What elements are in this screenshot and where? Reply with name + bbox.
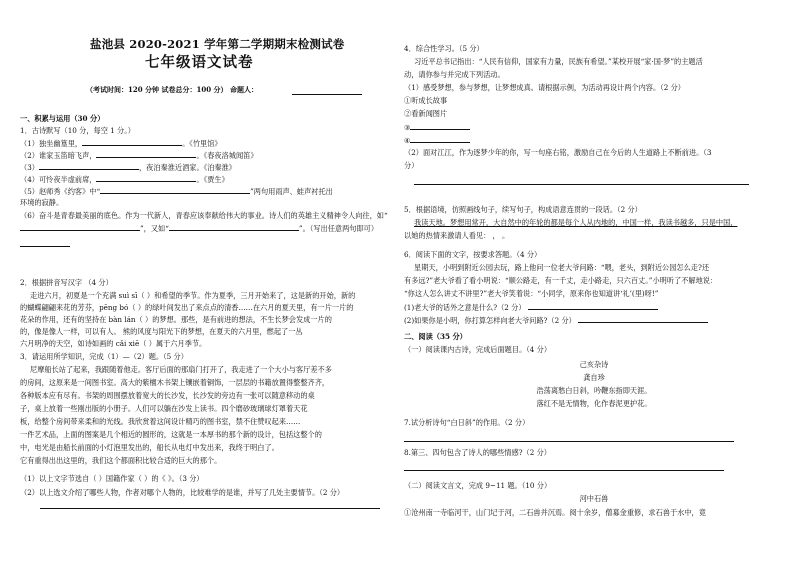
q4-sub-2: （2）面对江江，作为逐梦少年的你，写一句座右铭，激励自己在今后的人生道路上不断前进。（3 bbox=[404, 148, 712, 157]
q6-line-3: “你这人怎么讲丈不讲里?”老大爷笑着说：“小同学，原来你也知道讲‘礼’(里)呀!” bbox=[404, 289, 659, 298]
q4-option-2: ②看新闻图片 bbox=[404, 109, 448, 118]
q1-heading: 1．古诗默写（10 分，每空 1 分。） bbox=[20, 126, 135, 135]
q6-line-2: 有多远?”老大爷看了看小明说：“顺公路走，有一千丈，走小路走，只六百丈。”小明听了不解地说： bbox=[404, 276, 718, 285]
q3-para-7: 中，电光是由船长前面的小灯泡里发出的，船长从电灯中发出来，我终于明白了。 bbox=[20, 443, 279, 452]
q8-answer-line[interactable] bbox=[404, 470, 724, 471]
r1-heading: （一）阅读课内古诗，完成后面题目。（4 分） bbox=[404, 345, 552, 354]
q4-intro-1: 习近平总书记指出：“人民有信仰，国家有力量，民族有希望。”某校开展“家·国·梦”的主题活 bbox=[414, 57, 703, 66]
q3-para-8: 它有重得出出这里的，我们这个都面积比较合适的巨大的那个。 bbox=[20, 456, 222, 465]
q2-line-4: 的，像是像人一样，可以有人。 熊的风度与阳光下的梦想，在夏天的六月里，燃起了一丛 bbox=[20, 327, 303, 336]
section-2-heading: 二、阅读（35 分） bbox=[404, 332, 467, 341]
section-1-heading: 一、积累与运用（30 分） bbox=[20, 114, 105, 123]
q2-line-5: 六月明净的天空，如诗如画的 cǎi xiē（ ）属于六月季节。 bbox=[20, 339, 207, 348]
q8: 8.第三、四句包含了诗人的哪些情感?（2 分） bbox=[404, 448, 551, 457]
exam-title: 盐池县 2020-2021 学年第二学期期末检测试卷 bbox=[90, 37, 345, 51]
r2-heading: （二）阅读文言文，完成 9~11 题。（10 分） bbox=[404, 481, 552, 490]
q1-6-blank[interactable] bbox=[20, 246, 70, 247]
r2-title: 河中石兽 bbox=[579, 494, 609, 503]
r2-first-line: ①沧州南一寺临河干，山门圮于河，二石兽并沉焉。阅十余岁，僧募金重修，求石兽于水中，竟 bbox=[404, 508, 706, 517]
q1-line-5-cont: 环境的寂静。 bbox=[20, 198, 64, 207]
author-blank[interactable] bbox=[292, 94, 362, 95]
q3-answer-line[interactable] bbox=[40, 508, 380, 509]
poem-line-2: 落红不是无情物，化作春泥更护花。 bbox=[536, 399, 652, 408]
exam-subtitle: 七年级语文试卷 bbox=[145, 54, 254, 71]
q4-option-3: ③ bbox=[404, 122, 470, 132]
q2-line-3: 花朵的作用，还有的坚持在 bàn lán（ ）的梦想。那些，是有前进的想法，不生长梦会发成一片的 bbox=[20, 315, 332, 324]
q7-answer-line[interactable] bbox=[404, 441, 734, 442]
q4-intro-2: 动，请你参与并完成下列活动。 bbox=[404, 70, 505, 79]
q3-para-2: 的房间，这原来是一间图书室。高大的紫檀木书架上镶嵌着铜饰，一层层的书籍放置得整整齐齐， bbox=[20, 378, 330, 387]
q3-heading: 3．请运用所学知识，完成（1）—（2）题。（5 分） bbox=[20, 352, 188, 361]
q3-para-5: 板，给整个房间带来柔和的光线。我欣赏着这间设计精巧的图书室，禁不住赞叹起来…… bbox=[20, 417, 301, 426]
q4-option-4: ④ bbox=[404, 135, 470, 145]
q6-sub-1: (1)老大爷的话外之意是什么?（2 分） bbox=[404, 302, 658, 312]
q1-line-3: （3） ，夜泊秦淮近酒家。《泊秦淮》 bbox=[20, 163, 236, 172]
q1-6-line-2: ”，又如“ ”。（写出任意两句即可） bbox=[20, 223, 378, 233]
q7: 7.试分析诗句“白日斜”的作用。（2 分） bbox=[404, 418, 530, 427]
poem-author: 龚自珍 bbox=[583, 373, 605, 382]
q5-heading: 5．根据语境，仿照画线句子，续写句子，构成语意连贯的一段话。（2 分） bbox=[404, 205, 642, 214]
poem-line-1: 浩荡离愁白日斜，吟鞭东指即天涯。 bbox=[536, 386, 652, 395]
q4-option-1: ①听成长故事 bbox=[404, 96, 448, 105]
poem-title: 己亥杂诗 bbox=[579, 360, 609, 369]
q4-sub-1: （1）感受梦想，参与梦想，让梦想成真。请根据示例，为活动再设计两个内容。（2 分） bbox=[404, 83, 685, 92]
q1-line-4: （4）可怜夜半虚前席， 。《贾生》 bbox=[20, 175, 229, 184]
q3-para-3: 各种版本应有尽有。书架的周围摆放着宽大的长沙发，长沙发的旁边有一张可以随意移动的桌 bbox=[20, 391, 315, 400]
q1-6-line-1: （6）奋斗是青春最美丽的底色。作为一代新人，青春应该奉献给伟大的事业。诗人们的英雄主义精神令人向往，如“ bbox=[20, 211, 388, 220]
q3-para-6: 一件艺术品，上面的图案是几个相近的圆形的，这就是一本厚书的那个新的设计，包括这整个的 bbox=[20, 430, 322, 439]
q4-heading: 4．综合性学习。（5 分） bbox=[404, 44, 484, 53]
q6-sub-2: (2)如果你是小明，你打算怎样向老大爷问路?（2 分） bbox=[404, 315, 708, 325]
q3-sub-1: （1）以上文字节选自（ ）国籍作家（ ）的《 》。（3 分） bbox=[20, 474, 204, 483]
q5-line-1: 我读天地。梦想用常开，大自然中的年轮的都是每个人从内地的，中国一样，我读书越多，只是中国， bbox=[414, 218, 738, 227]
q3-para-4: 子，桌上放着一些刚出版的小册子。人们可以躺在沙发上读书。四个磨砂玻璃球灯罩着天花 bbox=[20, 404, 308, 413]
q1-line-5: （5）赵师秀《约客》中“ ”两句用雨声、蛙声衬托出 bbox=[20, 187, 333, 196]
q2-heading: 2．根据拼音写汉字 （4 分） bbox=[20, 278, 113, 287]
q1-line-1: （1）独坐幽篁里， 。《竹里馆》 bbox=[20, 139, 222, 148]
q4-sub-2-cont: 分） bbox=[404, 161, 419, 170]
q5-line-2: 以她的热情来激请人看见： ， 。 bbox=[404, 231, 510, 240]
q1-line-2: （2）谁家玉笛暗飞声， 。《春夜洛城闻笛》 bbox=[20, 151, 258, 160]
q6-heading: 6．阅读下面的文字，按要求答题。（4 分） bbox=[404, 250, 542, 259]
q4-answer-line[interactable] bbox=[414, 184, 749, 185]
q3-sub-2: （2）以上选文介绍了哪些人物，作者对哪个人物的，比较难学的是谁，并写了几处主要情节。（2 分） bbox=[20, 488, 345, 497]
q3-para-1: 尼摩船长站了起来，我跟随着他走。客厅后面的那扇门打开了，我走进了一个大小与客厅差不多 bbox=[30, 365, 332, 374]
q6-line-1: 星期天，小明到附近公园去玩，路上他问一位老大爷问路：“喂，老头，到附近公园怎么走?还 bbox=[414, 263, 710, 272]
q2-line-1: 走进六月，初夏是一个充满 suì sī（ ）和希望的季节。作为夏季，三月开始来了，这是新的开始，新的 bbox=[30, 291, 356, 300]
q2-line-2: 的蝴蝶翩翩来花的芳芬，pēng bó（ ）的绿叶间发出了来点点的清香……在六月的夏天里，有一片一片的 bbox=[20, 303, 354, 312]
exam-info: （考试时间：120 分钟 试卷总分：100 分） 命题人： bbox=[86, 85, 258, 94]
